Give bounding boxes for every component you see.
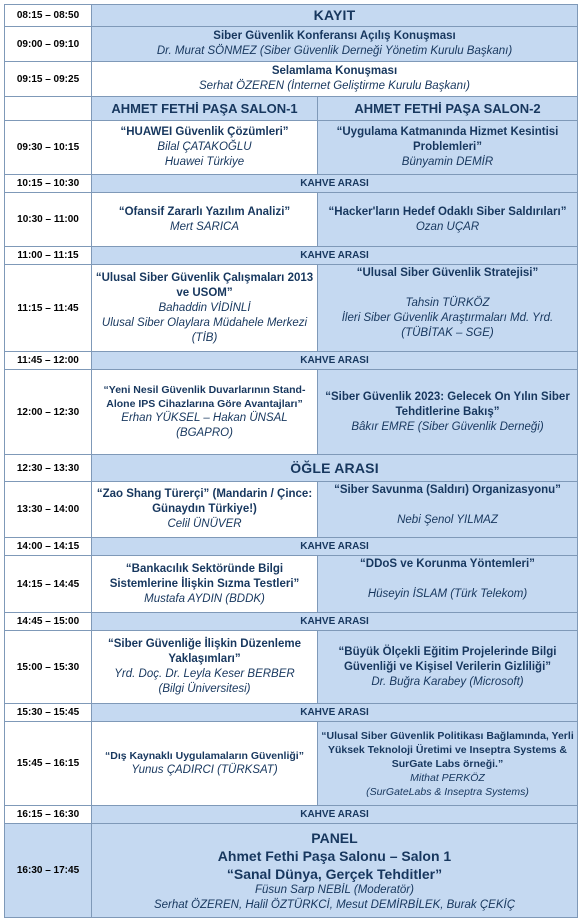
session-title: Siber Güvenlik Konferansı Açılış Konuşması <box>213 30 456 42</box>
schedule-row <box>5 455 578 482</box>
session-title: “Ulusal Siber Güvenlik Stratejisi” <box>356 267 539 279</box>
time-cell-empty <box>5 97 92 121</box>
time-cell: 14:15 – 14:45 <box>5 556 92 613</box>
break-row <box>5 247 578 265</box>
speaker: Dr. Buğra Karabey (Microsoft) <box>371 675 524 688</box>
organization: (BGAPRO) <box>176 427 233 439</box>
speaker: Serhat ÖZEREN (İnternet Geliştirme Kurulu Başkanı) <box>199 80 470 92</box>
schedule-row <box>5 824 578 918</box>
time-cell: 11:15 – 11:45 <box>5 265 92 352</box>
session-title: “Bankacılık Sektöründe Bilgi Sistemlerine İlişkin Sızma Testleri” <box>109 562 300 590</box>
organization: İleri Siber Güvenlik Araştırmaları Md. Yrd. (TÜBİTAK – SGE) <box>341 312 554 339</box>
speaker: Hüseyin İSLAM (Türk Telekom) <box>367 588 528 600</box>
session-hall-2 <box>318 722 578 806</box>
time-cell: 16:15 – 16:30 <box>5 806 92 824</box>
registration-heading: KAYIT <box>92 5 578 27</box>
session-hall-1 <box>92 265 318 352</box>
schedule-row <box>5 370 578 455</box>
session-title: “Siber Güvenlik 2023: Gelecek On Yılın Siber Tehditlerine Bakış” <box>325 390 570 418</box>
coffee-break: KAHVE ARASI <box>92 704 578 722</box>
session-hall-2 <box>318 193 578 247</box>
session-title: “HUAWEI Güvenlik Çözümleri” <box>120 126 289 138</box>
organization: (Bilgi Üniversitesi) <box>158 683 251 695</box>
schedule-row <box>5 5 578 27</box>
schedule-row <box>5 722 578 806</box>
speaker: Mustafa AYDIN (BDDK) <box>144 592 265 605</box>
hall-header-row <box>5 97 578 121</box>
time-cell: 10:15 – 10:30 <box>5 175 92 193</box>
schedule-row <box>5 556 578 613</box>
speaker: Dr. Murat SÖNMEZ (Siber Güvenlik Derneği Yönetim Kurulu Başkanı) <box>156 45 513 57</box>
time-cell: 09:00 – 09:10 <box>5 27 92 62</box>
speaker: Ozan UÇAR <box>415 220 480 233</box>
session-title: “Siber Savunma (Saldırı) Organizasyonu” <box>334 484 561 496</box>
organization: Ulusal Siber Olaylara Müdahele Merkezi (TİB) <box>101 316 308 344</box>
speaker: Celil ÜNÜVER <box>167 518 242 530</box>
break-row <box>5 175 578 193</box>
panelists: Serhat ÖZEREN, Halil ÖZTÜRKCİ, Mesut DEMİRBİLEK, Burak ÇEKİÇ <box>153 898 516 911</box>
break-row <box>5 538 578 556</box>
hall-1-header: AHMET FETHİ PAŞA SALON-1 <box>92 97 318 121</box>
time-cell: 12:30 – 13:30 <box>5 455 92 482</box>
session-hall-1 <box>92 722 318 806</box>
panel-label: PANEL <box>311 829 358 846</box>
session-hall-1 <box>92 121 318 175</box>
schedule-row <box>5 193 578 247</box>
time-cell: 11:45 – 12:00 <box>5 352 92 370</box>
panel-hall: Ahmet Fethi Paşa Salonu – Salon 1 <box>217 847 452 864</box>
spacer <box>321 498 574 513</box>
session-title: “Yeni Nesil Güvenlik Duvarlarının Stand-Alone IPS Cihazlarına Göre Avantajları” <box>103 384 306 410</box>
time-cell: 09:30 – 10:15 <box>5 121 92 175</box>
session-hall-2 <box>318 370 578 455</box>
organization: (SurGateLabs & Inseptra Systems) <box>366 785 529 798</box>
schedule-row <box>5 631 578 704</box>
session-hall-2 <box>318 631 578 704</box>
time-cell: 12:00 – 12:30 <box>5 370 92 455</box>
session-hall-1 <box>92 631 318 704</box>
session-hall-2 <box>318 482 578 538</box>
coffee-break: KAHVE ARASI <box>92 175 578 193</box>
speaker: Mert SARICA <box>169 220 239 233</box>
time-cell: 15:45 – 16:15 <box>5 722 92 806</box>
session-title: “Dış Kaynaklı Uygulamaların Güvenliği” <box>105 750 304 762</box>
session-title: Selamlama Konuşması <box>271 65 398 77</box>
coffee-break: KAHVE ARASI <box>92 613 578 631</box>
break-row <box>5 352 578 370</box>
session-title: “Ulusal Siber Güvenlik Çalışmaları 2013 ve USOM” <box>95 271 314 299</box>
session-hall-1 <box>92 556 318 613</box>
schedule-row <box>5 265 578 352</box>
speaker: Bilal ÇATAKOĞLU <box>157 141 252 153</box>
speaker: Yrd. Doç. Dr. Leyla Keser BERBER <box>114 668 295 680</box>
coffee-break: KAHVE ARASI <box>92 538 578 556</box>
time-cell: 14:45 – 15:00 <box>5 613 92 631</box>
coffee-break: KAHVE ARASI <box>92 247 578 265</box>
speaker: Tahsin TÜRKÖZ <box>405 297 490 309</box>
time-cell: 15:30 – 15:45 <box>5 704 92 722</box>
time-cell: 10:30 – 11:00 <box>5 193 92 247</box>
spacer <box>321 281 574 296</box>
time-cell: 14:00 – 14:15 <box>5 538 92 556</box>
hall-2-header: AHMET FETHİ PAŞA SALON-2 <box>318 97 578 121</box>
session-hall-1 <box>92 193 318 247</box>
speaker: Bünyamin DEMİR <box>401 156 494 168</box>
spacer <box>321 572 574 587</box>
coffee-break: KAHVE ARASI <box>92 352 578 370</box>
time-cell: 16:30 – 17:45 <box>5 824 92 918</box>
moderator: Füsun Sarp NEBİL (Moderatör) <box>255 883 414 896</box>
schedule-table <box>4 4 578 918</box>
session-hall-2 <box>318 121 578 175</box>
break-row <box>5 613 578 631</box>
time-cell: 09:15 – 09:25 <box>5 62 92 97</box>
session-title: “DDoS ve Korunma Yöntemleri” <box>360 558 535 570</box>
speaker: Nebi Şenol YILMAZ <box>397 514 498 526</box>
session-title: “Ulusal Siber Güvenlik Politikası Bağlamında, Yerli Yüksek Teknoloji Üretimi ve Inseptra Systems & SurGate Labs örneği.” <box>321 729 574 770</box>
speaker: Mithat PERKÖZ <box>410 771 485 784</box>
session-title: “Siber Güvenliğe İlişkin Düzenleme Yaklaşımları” <box>107 638 301 665</box>
welcome-speech <box>92 62 578 97</box>
coffee-break: KAHVE ARASI <box>92 806 578 824</box>
session-hall-1 <box>92 370 318 455</box>
schedule-row <box>5 62 578 97</box>
session-title: “Büyük Ölçekli Eğitim Projelerinde Bilgi Güvenliği ve Kişisel Verilerin Gizliliği” <box>338 645 557 673</box>
speaker: Bâkır EMRE (Siber Güvenlik Derneği) <box>351 420 544 433</box>
time-cell: 08:15 – 08:50 <box>5 5 92 27</box>
schedule-row <box>5 121 578 175</box>
session-hall-2 <box>318 556 578 613</box>
schedule-row <box>5 482 578 538</box>
panel-session <box>92 824 578 918</box>
time-cell: 11:00 – 11:15 <box>5 247 92 265</box>
break-row <box>5 704 578 722</box>
session-title: “Zao Shang Türerçi” (Mandarin / Çince: Günaydın Türkiye!) <box>96 488 313 515</box>
time-cell: 13:30 – 14:00 <box>5 482 92 538</box>
session-title: “Uygulama Katmanında Hizmet Kesintisi Problemleri” <box>336 126 559 153</box>
time-cell: 15:00 – 15:30 <box>5 631 92 704</box>
speaker: Yunus ÇADIRCI (TÜRKSAT) <box>131 764 278 776</box>
opening-speech <box>92 27 578 62</box>
lunch-break: ÖĞLE ARASI <box>92 455 578 482</box>
schedule <box>4 4 577 918</box>
speaker: Bahaddin VİDİNLİ <box>158 301 251 314</box>
panel-title: “Sanal Dünya, Gerçek Tehditler” <box>226 865 443 882</box>
schedule-row <box>5 27 578 62</box>
session-title: “Hacker'ların Hedef Odaklı Siber Saldırıları” <box>328 205 567 218</box>
organization: Huawei Türkiye <box>164 156 245 168</box>
session-hall-2 <box>318 265 578 352</box>
speaker: Erhan YÜKSEL – Hakan ÜNSAL <box>121 412 288 424</box>
session-title: “Ofansif Zararlı Yazılım Analizi” <box>118 205 291 218</box>
session-hall-1 <box>92 482 318 538</box>
break-row <box>5 806 578 824</box>
